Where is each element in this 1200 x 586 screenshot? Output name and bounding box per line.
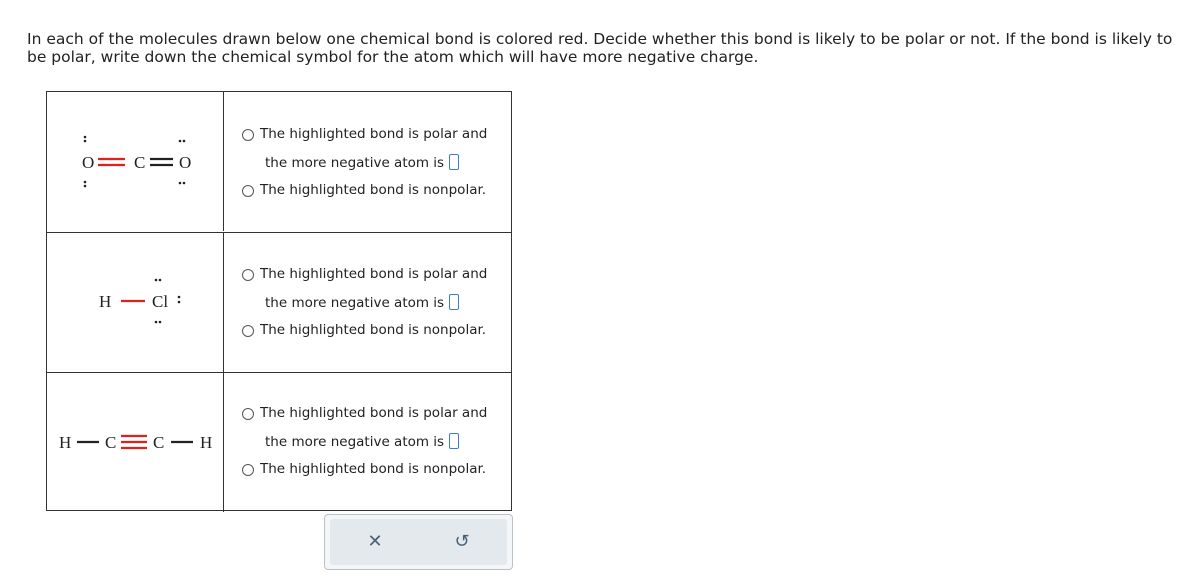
undo-icon[interactable]: ↺ [454, 531, 470, 552]
polar-label: The highlighted bond is polar and [260, 266, 488, 282]
polar-label: The highlighted bond is polar and [260, 126, 488, 142]
table-row [47, 92, 511, 232]
negative-atom-label: the more negative atom is [265, 295, 445, 311]
atom-h-left: H [59, 433, 72, 452]
molecule-cell [47, 92, 224, 231]
atom-h: H [99, 292, 112, 311]
nonpolar-radio[interactable] [242, 325, 254, 337]
molecule-table [46, 91, 512, 511]
molecule-cell [47, 233, 224, 372]
negative-atom-input[interactable] [449, 294, 459, 310]
atom-h-right: H [200, 433, 213, 452]
atom-cl: Cl [152, 292, 169, 311]
highlighted-bond [121, 436, 147, 448]
atom-o-left: O [82, 153, 95, 172]
co2-structure [47, 92, 223, 231]
hcl-structure [47, 233, 223, 372]
polar-radio[interactable] [242, 408, 254, 420]
options-cell [224, 92, 511, 231]
bond [150, 159, 173, 165]
negative-atom-line [265, 154, 459, 171]
c2h2-structure [47, 373, 223, 512]
molecule-cell [47, 373, 224, 512]
options-cell [224, 233, 511, 372]
nonpolar-label: The highlighted bond is nonpolar. [260, 461, 487, 477]
negative-atom-line [265, 433, 459, 450]
atom-c-right: C [153, 433, 165, 452]
answer-toolbar [324, 514, 513, 570]
nonpolar-radio[interactable] [242, 185, 254, 197]
nonpolar-label: The highlighted bond is nonpolar. [260, 182, 487, 198]
table-row [47, 373, 511, 513]
polar-label: The highlighted bond is polar and [260, 405, 488, 421]
options-cell [224, 373, 511, 512]
polar-radio[interactable] [242, 269, 254, 281]
negative-atom-input[interactable] [449, 433, 459, 449]
negative-atom-line [265, 294, 459, 311]
close-icon[interactable]: ✕ [367, 531, 383, 552]
atom-c-left: C [105, 433, 117, 452]
negative-atom-input[interactable] [449, 154, 459, 170]
highlighted-bond [98, 159, 125, 165]
nonpolar-label: The highlighted bond is nonpolar. [260, 322, 487, 338]
toolbar-panel [330, 519, 507, 565]
atom-c: C [134, 153, 146, 172]
atom-o-right: O [179, 153, 192, 172]
polar-radio[interactable] [242, 129, 254, 141]
negative-atom-label: the more negative atom is [265, 155, 445, 171]
nonpolar-radio[interactable] [242, 464, 254, 476]
table-row [47, 233, 511, 373]
question-prompt: In each of the molecules drawn below one chemical bond is colored red. Decide whether this bond is likely to be polar or not. If the bond is likely to be polar, write down the chemical symbol for the atom which will have more negative charge. [27, 30, 1173, 66]
negative-atom-label: the more negative atom is [265, 434, 445, 450]
